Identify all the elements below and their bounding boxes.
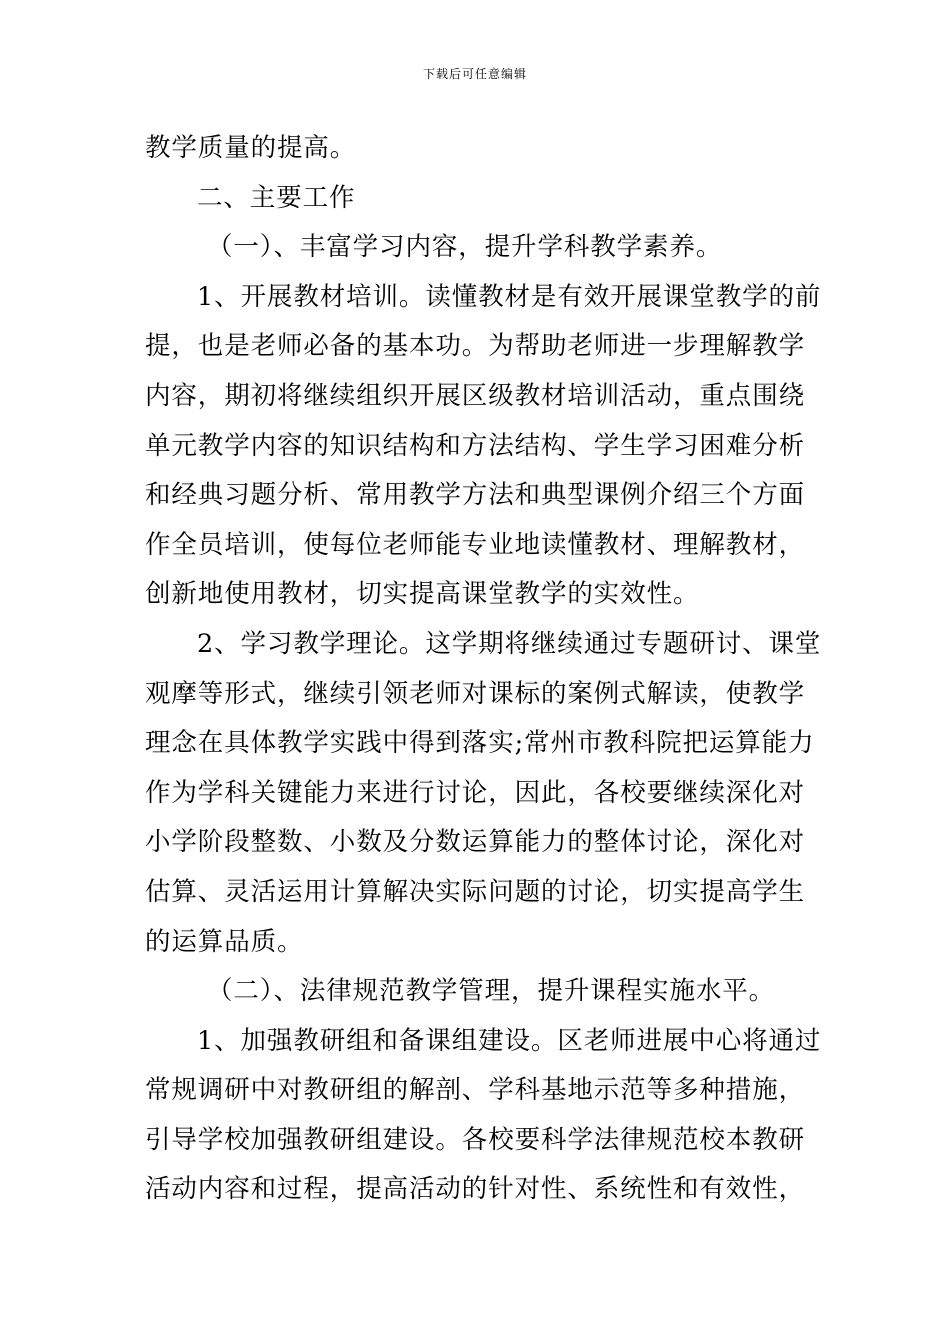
page-header: 下载后可任意编辑 [422, 67, 527, 81]
text-line: 1、开展教材培训。读懂教材是有效开展课堂教学的前 [197, 281, 822, 312]
text-line: 小学阶段整数、小数及分数运算能力的整体讨论，深化对 [145, 827, 806, 858]
text-line: 2、学习教学理论。这学期将继续通过专题研讨、课堂 [197, 628, 822, 659]
text-line: 理念在具体教学实践中得到落实;常州市教科院把运算能力 [145, 728, 815, 759]
text-line: 作为学科关键能力来进行讨论，因此，各校要继续深化对 [145, 777, 806, 808]
text-line: 观摩等形式，继续引领老师对课标的案例式解读，使教学 [145, 678, 806, 709]
section-heading: 二、主要工作 [197, 182, 356, 213]
subsection-heading: （一）、丰富学习内容，提升学科教学素养。 [207, 232, 723, 263]
text-line: 引导学校加强教研组建设。各校要科学法律规范校本教研 [145, 1124, 806, 1155]
text-line: 单元教学内容的知识结构和方法结构、学生学习困难分析 [145, 430, 806, 461]
document-body [145, 124, 822, 1215]
text-line: 教学质量的提高。 [145, 133, 357, 163]
text-line: 1、加强教研组和备课组建设。区老师进展中心将通过 [197, 1025, 822, 1056]
text-line: 的运算品质。 [145, 926, 304, 957]
text-line: 内容，期初将继续组织开展区级教材培训活动，重点围绕 [145, 380, 806, 411]
text-line: 提，也是老师必备的基本功。为帮助老师进一步理解教学 [145, 331, 806, 362]
subsection-heading: （二）、法律规范教学管理，提升课程实施水平。 [207, 976, 776, 1007]
text-line: 和经典习题分析、常用教学方法和典型课例介绍三个方面 [145, 480, 806, 511]
text-line: 创新地使用教材，切实提高课堂教学的实效性。 [145, 579, 700, 610]
text-line: 常规调研中对教研组的解剖、学科基地示范等多种措施， [145, 1075, 806, 1106]
text-line: 作全员培训，使每位老师能专业地读懂教材、理解教材， [145, 529, 806, 560]
text-line: 活动内容和过程，提高活动的针对性、系统性和有效性， [145, 1174, 806, 1205]
text-line: 估算、灵活运用计算解决实际问题的讨论，切实提高学生 [145, 876, 806, 907]
